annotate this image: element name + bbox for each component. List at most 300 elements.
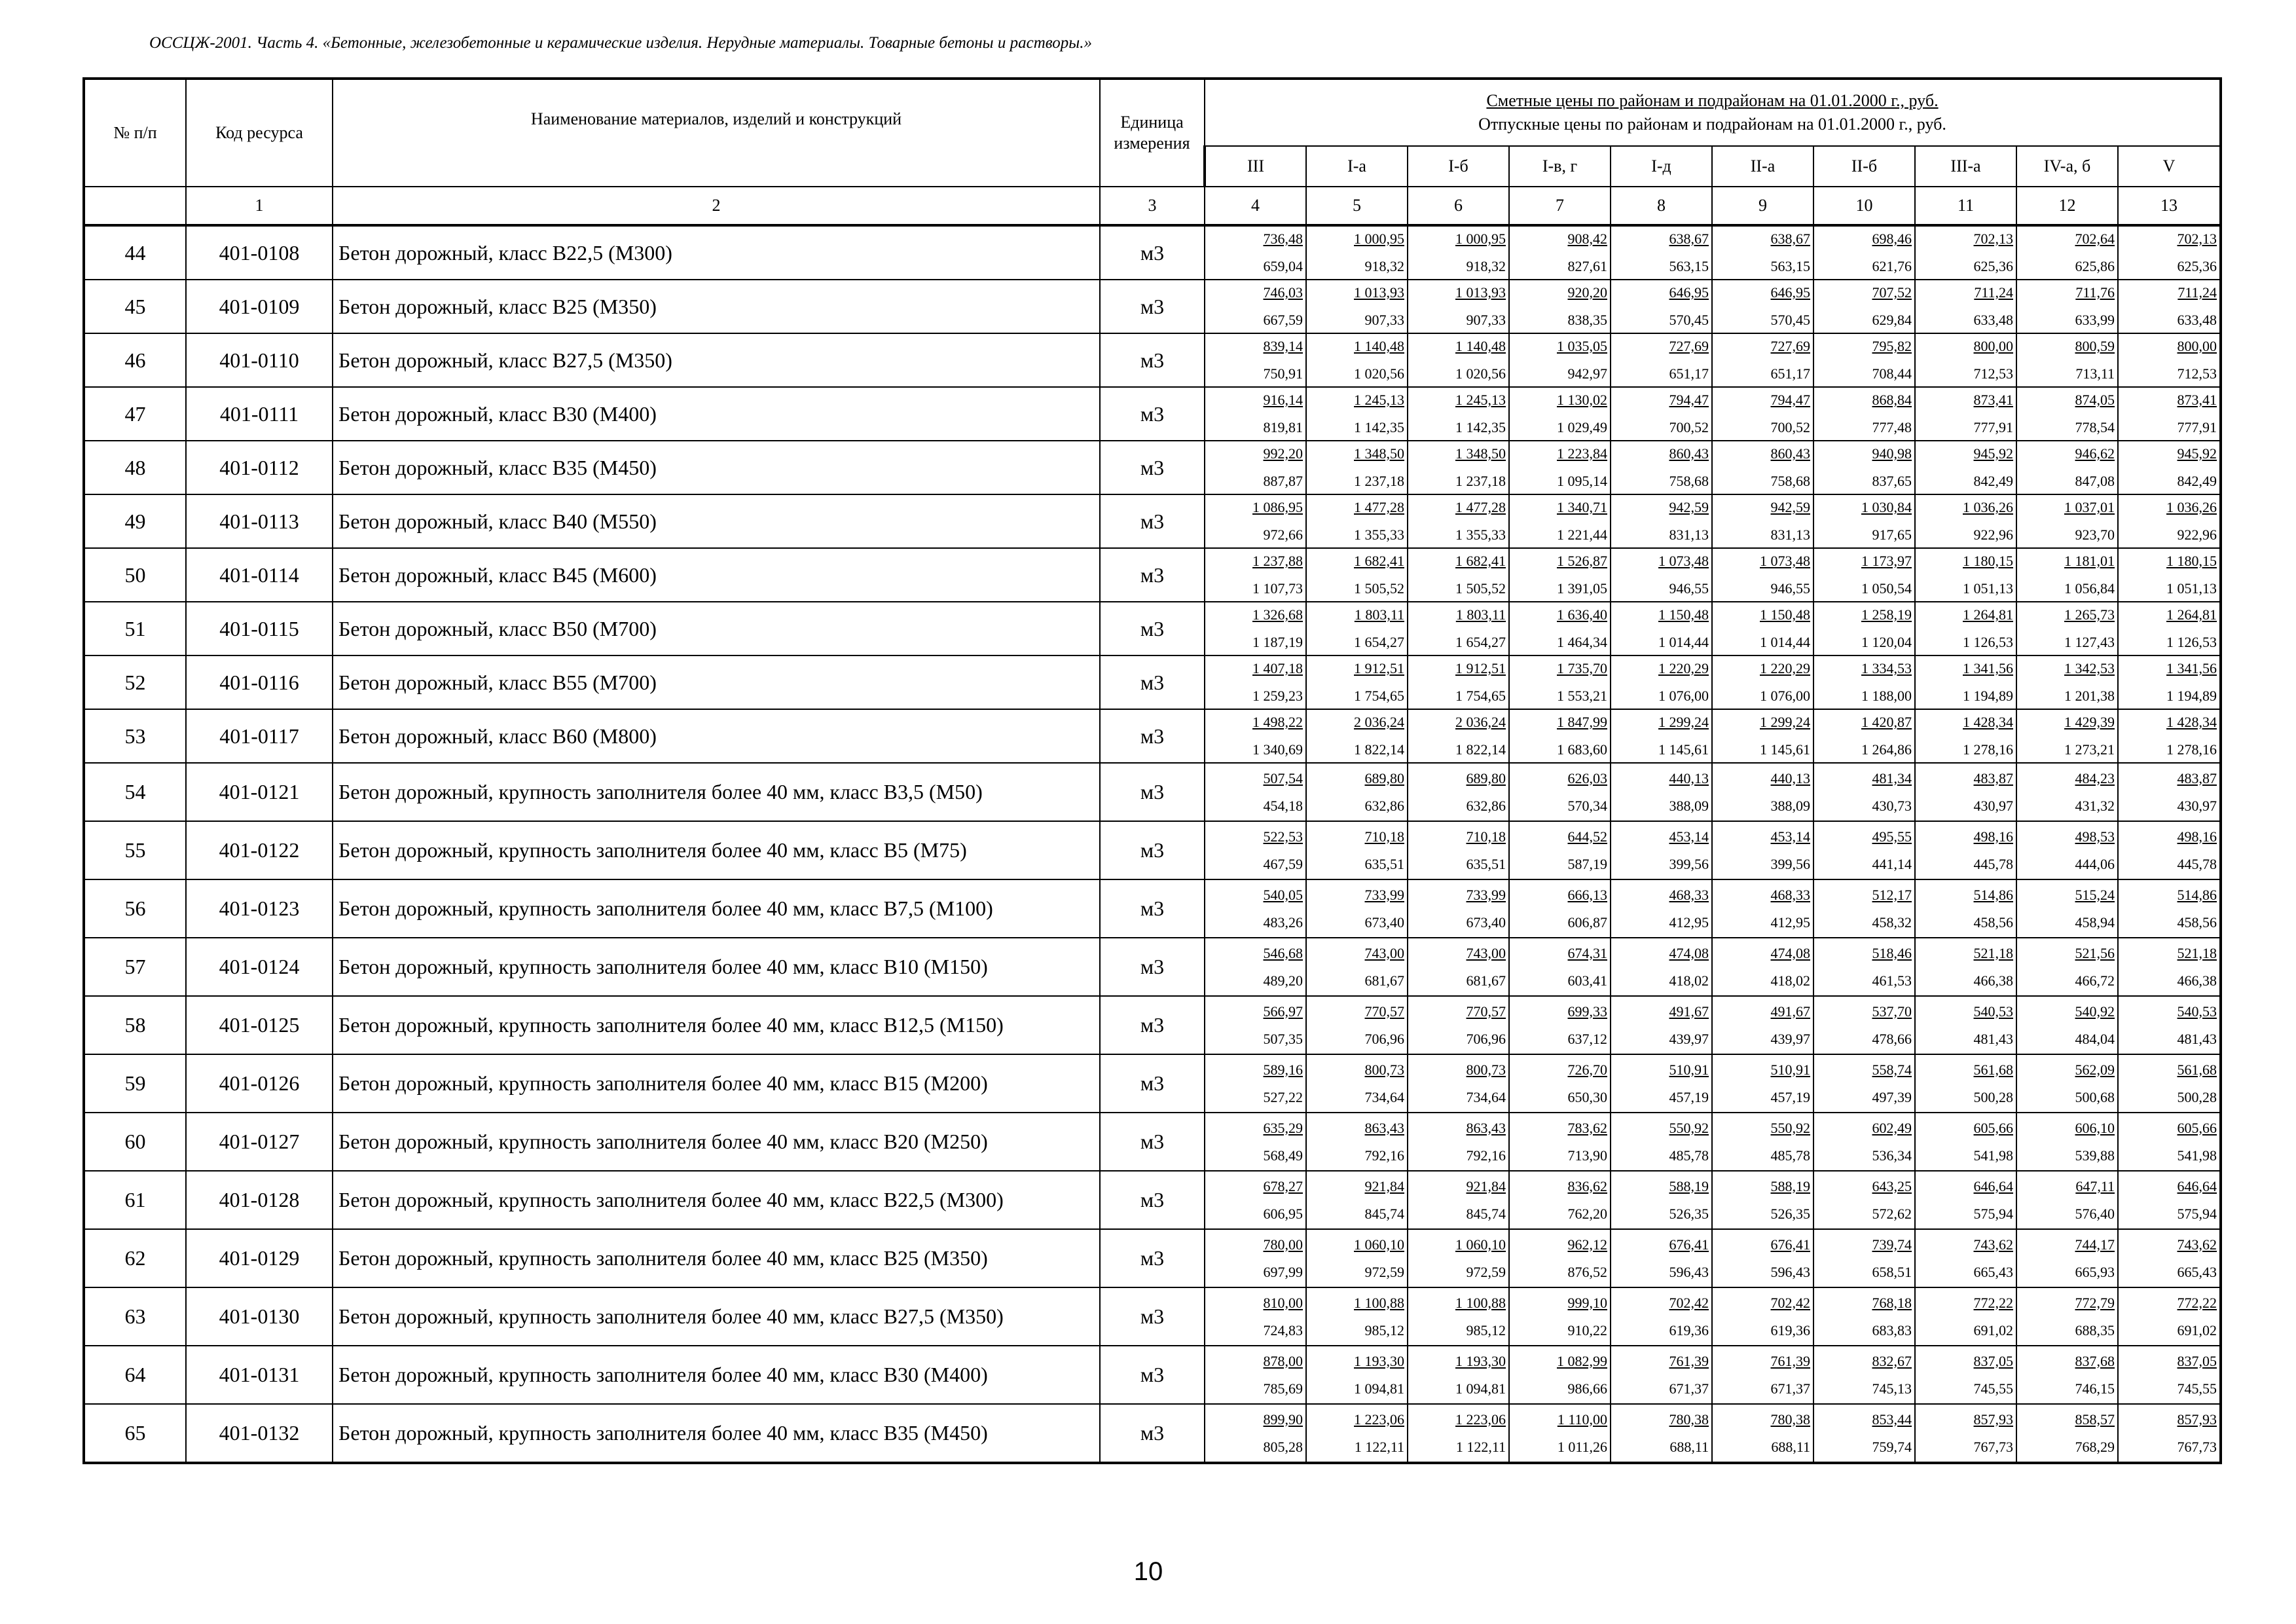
release-price: 1 683,60 (1557, 741, 1607, 758)
price-cell (2016, 996, 2118, 1054)
price-cell (1813, 225, 1915, 280)
price-cell (1509, 1404, 1611, 1463)
release-price: 767,73 (1973, 1438, 2013, 1455)
estimated-price: 800,73 (1466, 1061, 1506, 1078)
estimated-price: 647,11 (2075, 1177, 2115, 1194)
release-price: 458,56 (2177, 913, 2217, 931)
estimated-price: 666,13 (1567, 886, 1607, 903)
price-cell (1611, 1346, 1712, 1404)
release-price: 734,64 (1466, 1088, 1506, 1105)
estimated-price: 678,27 (1263, 1177, 1303, 1194)
estimated-price: 733,99 (1466, 886, 1506, 903)
price-cell (1915, 1054, 2016, 1113)
price-cell (1408, 763, 1509, 821)
unit-of-measure: м3 (1100, 441, 1205, 494)
row-number: 48 (84, 441, 186, 494)
release-price: 619,36 (1669, 1321, 1709, 1338)
price-cell (1509, 280, 1611, 333)
resource-code: 401-0121 (186, 763, 333, 821)
unit-of-measure: м3 (1100, 494, 1205, 548)
release-price: 603,41 (1567, 972, 1607, 989)
estimated-price: 942,59 (1770, 499, 1810, 515)
release-price: 458,94 (2075, 913, 2115, 931)
price-cell (1712, 763, 1813, 821)
estimated-price: 537,70 (1872, 1003, 1912, 1020)
release-price: 466,38 (1973, 972, 2013, 989)
price-cell (1712, 1229, 1813, 1287)
material-name: Бетон дорожный, класс В50 (М700) (333, 602, 1100, 655)
price-cell (1915, 441, 2016, 494)
price-cell (1712, 709, 1813, 763)
document-title: ОССЦЖ-2001. Часть 4. «Бетонные, железобетонные и керамические изделия. Нерудные материалы. Товарные бетоны и растворы.» (149, 34, 1092, 52)
price-cell (1712, 1287, 1813, 1346)
resource-code: 401-0131 (186, 1346, 333, 1404)
release-price: 1 076,00 (1658, 688, 1709, 704)
estimated-price: 638,67 (1770, 231, 1810, 247)
estimated-price: 992,20 (1263, 445, 1303, 462)
release-price: 691,02 (2177, 1321, 2217, 1338)
table-row (84, 1054, 2221, 1113)
estimated-price: 736,48 (1263, 231, 1303, 247)
row-number: 49 (84, 494, 186, 548)
price-cell (1712, 1113, 1813, 1171)
price-cell (1306, 494, 1408, 548)
estimated-price: 772,22 (2177, 1294, 2217, 1311)
estimated-price: 1 140,48 (1354, 338, 1404, 354)
estimated-price: 873,41 (1973, 392, 2013, 408)
estimated-price: 1 477,28 (1455, 499, 1506, 515)
release-price: 708,44 (1872, 365, 1912, 382)
price-cell (1813, 938, 1915, 996)
row-number: 56 (84, 879, 186, 938)
estimated-price: 1 299,24 (1658, 714, 1709, 730)
price-cell (1509, 225, 1611, 280)
unit-of-measure: м3 (1100, 225, 1205, 280)
release-price: 847,08 (2075, 473, 2115, 489)
estimated-price: 800,73 (1364, 1061, 1404, 1078)
price-cell (2118, 333, 2221, 387)
estimated-price: 1 140,48 (1455, 338, 1506, 354)
release-price: 1 126,53 (2166, 634, 2217, 650)
row-number: 46 (84, 333, 186, 387)
header-region: I-в, г (1509, 146, 1611, 187)
release-price: 1 145,61 (1760, 741, 1810, 758)
release-price: 792,16 (1466, 1147, 1506, 1164)
price-cell (1509, 1054, 1611, 1113)
resource-code: 401-0117 (186, 709, 333, 763)
release-price: 777,91 (1973, 419, 2013, 435)
row-number: 62 (84, 1229, 186, 1287)
row-number: 61 (84, 1171, 186, 1229)
column-number: 13 (2118, 187, 2221, 225)
row-number: 58 (84, 996, 186, 1054)
table-row (84, 821, 2221, 879)
price-cell (1712, 333, 1813, 387)
estimated-price: 606,10 (2075, 1119, 2115, 1136)
price-cell (1205, 1287, 1306, 1346)
release-price: 439,97 (1770, 1030, 1810, 1047)
estimated-price: 540,53 (1973, 1003, 2013, 1020)
header-prices-release: Отпускные цены по районам и подрайонам на 01.01.2000 г., руб. (1478, 115, 1946, 134)
release-price: 768,29 (2075, 1438, 2115, 1455)
estimated-price: 1 264,81 (1963, 606, 2013, 623)
table-row (84, 441, 2221, 494)
price-cell (1813, 1404, 1915, 1463)
estimated-price: 733,99 (1364, 886, 1404, 903)
unit-of-measure: м3 (1100, 655, 1205, 709)
estimated-price: 468,33 (1669, 886, 1709, 903)
estimated-price: 453,14 (1669, 828, 1709, 845)
column-number: 11 (1915, 187, 2016, 225)
price-cell (1813, 548, 1915, 602)
release-price: 1 122,11 (1354, 1438, 1404, 1455)
estimated-price: 1 477,28 (1354, 499, 1404, 515)
estimated-price: 1 265,73 (2064, 606, 2115, 623)
estimated-price: 558,74 (1872, 1061, 1912, 1078)
estimated-price: 761,39 (1770, 1352, 1810, 1369)
estimated-price: 921,84 (1364, 1177, 1404, 1194)
row-number: 44 (84, 225, 186, 280)
price-cell (1712, 938, 1813, 996)
release-price: 1 187,19 (1252, 634, 1303, 650)
release-price: 946,55 (1669, 580, 1709, 597)
unit-of-measure: м3 (1100, 763, 1205, 821)
release-price: 1 754,65 (1354, 688, 1404, 704)
release-price: 734,64 (1364, 1088, 1404, 1105)
price-cell (1205, 280, 1306, 333)
estimated-price: 510,91 (1669, 1061, 1709, 1078)
release-price: 587,19 (1567, 855, 1607, 872)
release-price: 1 654,27 (1354, 634, 1404, 650)
release-price: 842,49 (2177, 473, 2217, 489)
price-cell (1712, 821, 1813, 879)
release-price: 412,95 (1669, 913, 1709, 931)
release-price: 526,35 (1770, 1205, 1810, 1222)
release-price: 541,98 (2177, 1147, 2217, 1164)
estimated-price: 561,68 (1973, 1061, 2013, 1078)
release-price: 485,78 (1770, 1147, 1810, 1164)
estimated-price: 1 035,05 (1557, 338, 1607, 354)
release-price: 651,17 (1770, 365, 1810, 382)
price-cell (1205, 1346, 1306, 1404)
price-cell (1408, 441, 1509, 494)
material-name: Бетон дорожный, крупность заполнителя более 40 мм, класс В22,5 (М300) (333, 1171, 1100, 1229)
estimated-price: 1 407,18 (1252, 660, 1303, 676)
material-name: Бетон дорожный, крупность заполнителя более 40 мм, класс В3,5 (М50) (333, 763, 1100, 821)
price-cell (1205, 548, 1306, 602)
estimated-price: 1 000,95 (1455, 231, 1506, 247)
row-number: 45 (84, 280, 186, 333)
estimated-price: 1 237,88 (1252, 553, 1303, 569)
price-cell (1813, 280, 1915, 333)
resource-code: 401-0113 (186, 494, 333, 548)
resource-code: 401-0125 (186, 996, 333, 1054)
release-price: 972,59 (1364, 1263, 1404, 1280)
release-price: 412,95 (1770, 913, 1810, 931)
header-region: I-а (1306, 146, 1408, 187)
price-cell (2118, 655, 2221, 709)
release-price: 907,33 (1364, 312, 1404, 328)
price-cell (1306, 548, 1408, 602)
estimated-price: 702,64 (2075, 231, 2115, 247)
material-name: Бетон дорожный, крупность заполнителя более 40 мм, класс В27,5 (М350) (333, 1287, 1100, 1346)
price-cell (1712, 387, 1813, 441)
price-cell (1205, 225, 1306, 280)
material-name: Бетон дорожный, класс В45 (М600) (333, 548, 1100, 602)
estimated-price: 1 013,93 (1354, 284, 1404, 301)
resource-code: 401-0123 (186, 879, 333, 938)
price-cell (1813, 763, 1915, 821)
estimated-price: 1 299,24 (1760, 714, 1810, 730)
release-price: 1 095,14 (1557, 473, 1607, 489)
release-price: 1 011,26 (1557, 1438, 1607, 1455)
estimated-price: 1 180,15 (2166, 553, 2217, 569)
release-price: 431,32 (2075, 797, 2115, 814)
release-price: 1 822,14 (1455, 741, 1506, 758)
estimated-price: 699,33 (1567, 1003, 1607, 1020)
estimated-price: 1 340,71 (1557, 499, 1607, 515)
price-cell (1509, 1229, 1611, 1287)
price-cell (1408, 879, 1509, 938)
release-price: 500,28 (2177, 1088, 2217, 1105)
estimated-price: 873,41 (2177, 392, 2217, 408)
release-price: 570,45 (1669, 312, 1709, 328)
price-cell (2016, 333, 2118, 387)
row-number: 55 (84, 821, 186, 879)
price-cell (1611, 494, 1712, 548)
price-cell (1813, 1113, 1915, 1171)
estimated-price: 878,00 (1263, 1352, 1303, 1369)
row-number: 52 (84, 655, 186, 709)
header-unit: Единица измерения (1100, 79, 1205, 187)
table-row (84, 1287, 2221, 1346)
estimated-price: 1 223,06 (1354, 1411, 1404, 1428)
price-cell (1611, 1287, 1712, 1346)
column-number: 1 (186, 187, 333, 225)
estimated-price: 837,05 (2177, 1352, 2217, 1369)
unit-of-measure: м3 (1100, 1229, 1205, 1287)
price-cell (1408, 1229, 1509, 1287)
column-number: 10 (1813, 187, 1915, 225)
release-price: 700,52 (1669, 419, 1709, 435)
release-price: 665,43 (2177, 1263, 2217, 1280)
estimated-price: 1 000,95 (1354, 231, 1404, 247)
header-code: Код ресурса (186, 79, 333, 187)
estimated-price: 857,93 (1973, 1411, 2013, 1428)
release-price: 1 505,52 (1455, 580, 1506, 597)
release-price: 683,83 (1872, 1321, 1912, 1338)
table-row (84, 938, 2221, 996)
estimated-price: 940,98 (1872, 445, 1912, 462)
price-cell (1509, 938, 1611, 996)
price-cell (2016, 1113, 2118, 1171)
unit-of-measure: м3 (1100, 1171, 1205, 1229)
release-price: 700,52 (1770, 419, 1810, 435)
estimated-price: 1 060,10 (1354, 1236, 1404, 1253)
material-name: Бетон дорожный, класс В27,5 (М350) (333, 333, 1100, 387)
price-cell (1509, 602, 1611, 655)
release-price: 681,67 (1466, 972, 1506, 989)
estimated-price: 521,18 (1973, 944, 2013, 961)
estimated-price: 1 341,56 (1963, 660, 2013, 676)
release-price: 430,73 (1872, 797, 1912, 814)
table-row (84, 1171, 2221, 1229)
estimated-price: 1 847,99 (1557, 714, 1607, 730)
estimated-price: 1 180,15 (1963, 553, 2013, 569)
column-number: 6 (1408, 187, 1509, 225)
release-price: 667,59 (1263, 312, 1303, 328)
estimated-price: 1 428,34 (2166, 714, 2217, 730)
estimated-price: 780,38 (1669, 1411, 1709, 1428)
estimated-price: 540,53 (2177, 1003, 2217, 1020)
release-price: 1 126,53 (1963, 634, 2013, 650)
estimated-price: 1 220,29 (1658, 660, 1709, 676)
unit-of-measure: м3 (1100, 387, 1205, 441)
release-price: 691,02 (1973, 1321, 2013, 1338)
release-price: 632,86 (1466, 797, 1506, 814)
price-cell (1509, 1113, 1611, 1171)
estimated-price: 540,05 (1263, 886, 1303, 903)
release-price: 621,76 (1872, 258, 1912, 274)
material-name: Бетон дорожный, класс В30 (М400) (333, 387, 1100, 441)
release-price: 507,35 (1263, 1030, 1303, 1047)
release-price: 750,91 (1263, 365, 1303, 382)
price-cell (1408, 1113, 1509, 1171)
price-cell (1611, 996, 1712, 1054)
price-cell (1408, 996, 1509, 1054)
estimated-price: 474,08 (1770, 944, 1810, 961)
release-price: 575,94 (2177, 1205, 2217, 1222)
material-name: Бетон дорожный, класс В22,5 (М300) (333, 225, 1100, 280)
estimated-price: 498,16 (1973, 828, 2013, 845)
column-number: 12 (2016, 187, 2118, 225)
price-cell (1509, 996, 1611, 1054)
price-cell (1306, 996, 1408, 1054)
header-num: № п/п (84, 79, 186, 187)
release-price: 1 259,23 (1252, 688, 1303, 704)
release-price: 497,39 (1872, 1088, 1912, 1105)
release-price: 1 094,81 (1455, 1380, 1506, 1397)
release-price: 922,96 (1973, 526, 2013, 543)
release-price: 1 391,05 (1557, 580, 1607, 597)
release-price: 454,18 (1263, 797, 1303, 814)
estimated-price: 858,57 (2075, 1411, 2115, 1428)
estimated-price: 540,92 (2075, 1003, 2115, 1020)
estimated-price: 1 245,13 (1455, 392, 1506, 408)
estimated-price: 635,29 (1263, 1119, 1303, 1136)
estimated-price: 743,62 (1973, 1236, 2013, 1253)
release-price: 1 505,52 (1354, 580, 1404, 597)
table-row (84, 1346, 2221, 1404)
resource-code: 401-0128 (186, 1171, 333, 1229)
header-prices-estimated: Сметные цены по районам и подрайонам на 01.01.2000 г., руб. (1486, 91, 1939, 110)
estimated-price: 839,14 (1263, 338, 1303, 354)
price-cell (2118, 280, 2221, 333)
release-price: 688,35 (2075, 1321, 2115, 1338)
estimated-price: 744,17 (2075, 1236, 2115, 1253)
release-price: 399,56 (1770, 855, 1810, 872)
column-number: 7 (1509, 187, 1611, 225)
price-cell (2118, 1287, 2221, 1346)
price-cell (1306, 879, 1408, 938)
release-price: 745,13 (1872, 1380, 1912, 1397)
price-cell (2118, 1054, 2221, 1113)
material-name: Бетон дорожный, класс В55 (М700) (333, 655, 1100, 709)
price-cell (1408, 548, 1509, 602)
estimated-price: 1 086,95 (1252, 499, 1303, 515)
header-region: I-б (1408, 146, 1509, 187)
price-cell (1712, 1171, 1813, 1229)
release-price: 563,15 (1669, 258, 1709, 274)
release-price: 1 273,21 (2064, 741, 2115, 758)
price-cell (1611, 709, 1712, 763)
release-price: 712,53 (1973, 365, 2013, 382)
release-price: 625,86 (2075, 258, 2115, 274)
unit-of-measure: м3 (1100, 709, 1205, 763)
price-cell (1915, 494, 2016, 548)
estimated-price: 588,19 (1770, 1177, 1810, 1194)
release-price: 785,69 (1263, 1380, 1303, 1397)
price-cell (1813, 602, 1915, 655)
release-price: 388,09 (1770, 797, 1810, 814)
release-price: 1 754,65 (1455, 688, 1506, 704)
price-cell (2016, 938, 2118, 996)
release-price: 1 142,35 (1354, 419, 1404, 435)
price-cell (1509, 333, 1611, 387)
unit-of-measure: м3 (1100, 548, 1205, 602)
release-price: 457,19 (1669, 1088, 1709, 1105)
estimated-price: 1 348,50 (1455, 445, 1506, 462)
price-cell (2016, 655, 2118, 709)
price-cell (1611, 879, 1712, 938)
release-price: 972,66 (1263, 526, 1303, 543)
estimated-price: 711,76 (2075, 284, 2115, 301)
release-price: 635,51 (1364, 855, 1404, 872)
price-cell (1712, 996, 1813, 1054)
release-price: 713,11 (2075, 365, 2115, 382)
estimated-price: 1 223,06 (1455, 1411, 1506, 1428)
release-price: 572,62 (1872, 1205, 1912, 1222)
price-cell (2118, 821, 2221, 879)
price-cell (1915, 225, 2016, 280)
release-price: 831,13 (1770, 526, 1810, 543)
price-cell (1509, 1287, 1611, 1346)
price-cell (2118, 602, 2221, 655)
estimated-price: 646,95 (1770, 284, 1810, 301)
estimated-price: 726,70 (1567, 1061, 1607, 1078)
release-price: 1 056,84 (2064, 580, 2115, 597)
release-price: 1 237,18 (1354, 473, 1404, 489)
price-cell (1712, 655, 1813, 709)
price-cell (1205, 938, 1306, 996)
resource-code: 401-0122 (186, 821, 333, 879)
price-cell (2118, 548, 2221, 602)
release-price: 430,97 (1973, 797, 2013, 814)
price-cell (2016, 1229, 2118, 1287)
price-cell (1611, 280, 1712, 333)
release-price: 596,43 (1770, 1263, 1810, 1280)
estimated-price: 1 220,29 (1760, 660, 1810, 676)
table-row (84, 387, 2221, 441)
price-cell (2118, 938, 2221, 996)
estimated-price: 1 636,40 (1557, 606, 1607, 623)
estimated-price: 646,64 (1973, 1177, 2013, 1194)
estimated-price: 518,46 (1872, 944, 1912, 961)
price-cell (1813, 333, 1915, 387)
release-price: 625,36 (1973, 258, 2013, 274)
estimated-price: 566,97 (1263, 1003, 1303, 1020)
price-cell (1813, 996, 1915, 1054)
